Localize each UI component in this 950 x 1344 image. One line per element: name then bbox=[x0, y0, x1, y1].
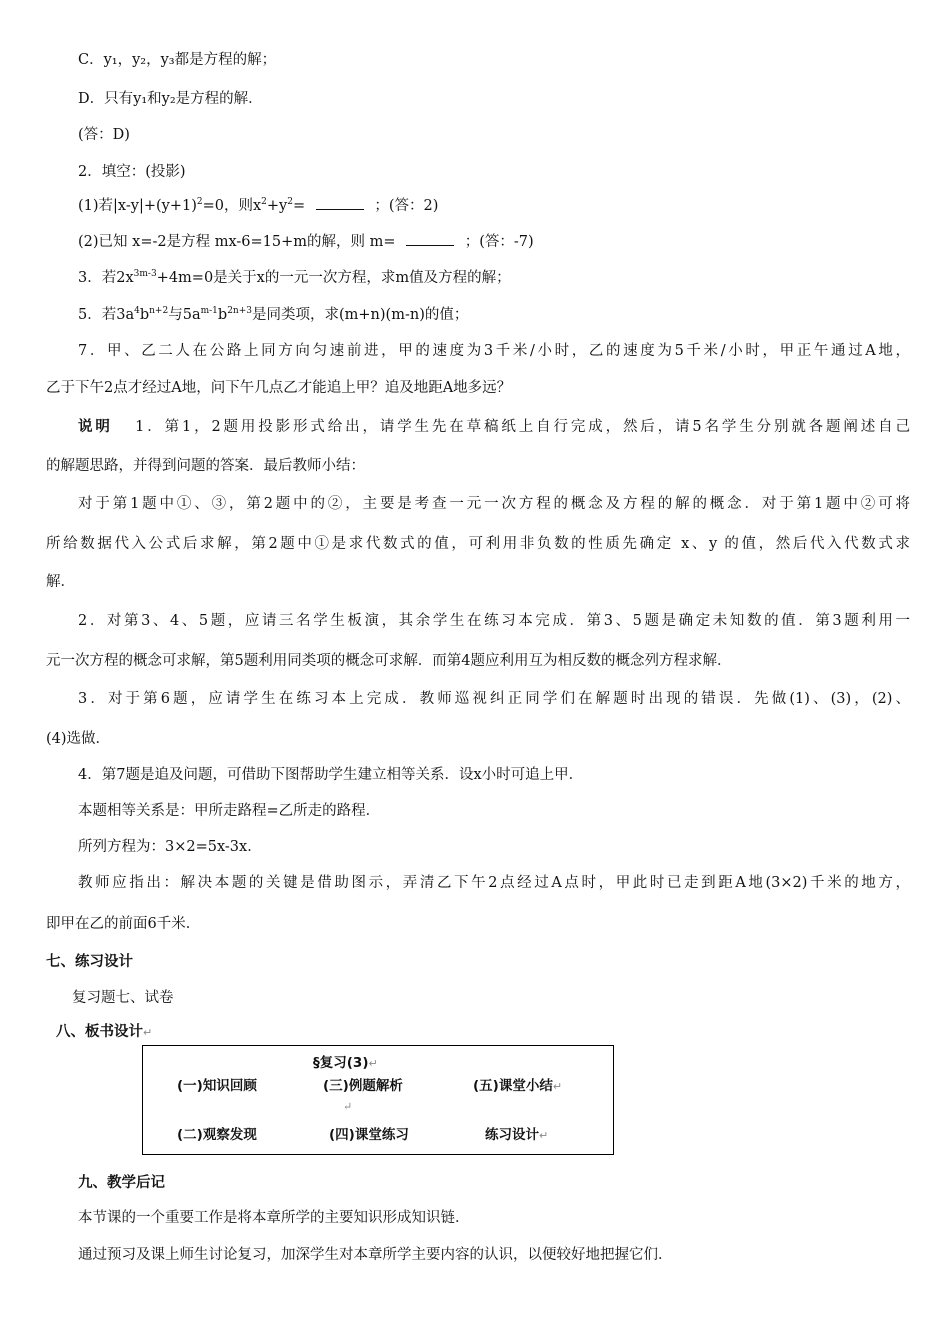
board-item-4: (四)课堂练习 bbox=[329, 1127, 409, 1143]
section-8-title: 八、板书设计↵ bbox=[56, 1024, 153, 1040]
section-9-title: 九、教学后记 bbox=[78, 1175, 165, 1191]
blackboard-design-box bbox=[142, 1045, 614, 1155]
paragraph-1-line-1: 对于第1题中①、③，第2题中的②，主要是考查一元一次方程的概念及方程的解的概念．对于第1题中②可将 bbox=[78, 496, 910, 512]
paragraph-1-line-3: 解． bbox=[46, 574, 75, 590]
option-d: D．只有y₁和y₂是方程的解． bbox=[78, 91, 263, 107]
paragraph-4-line-2: 本题相等关系是：甲所走路程=乙所走的路程． bbox=[78, 803, 381, 819]
section-7-title: 七、练习设计 bbox=[46, 954, 133, 970]
board-item-3: (三)例题解析 bbox=[323, 1078, 403, 1094]
board-title: §复习(3)↵ bbox=[313, 1055, 378, 1071]
question-2-heading: 2．填空：(投影) bbox=[78, 164, 186, 180]
board-item-1: (一)知识回顾 bbox=[177, 1078, 257, 1094]
paragraph-1-line-2: 所给数据代入公式后求解，第2题中①是求代数式的值，可利用非负数的性质先确定 x、y 的值，然后代入代数式求 bbox=[46, 536, 910, 552]
answer-d: (答：D) bbox=[78, 127, 130, 143]
note-label: 说明 bbox=[78, 419, 113, 435]
section-7-body: 复习题七、试卷 bbox=[72, 990, 174, 1006]
note-line-2: 的解题思路，并得到问题的答案．最后教师小结： bbox=[46, 458, 365, 474]
section-9-line-2: 通过预习及课上师生讨论复习，加深学生对本章所学主要内容的认识，以便较好地把握它们． bbox=[78, 1247, 673, 1263]
board-item-5: (五)课堂小结↵ bbox=[473, 1078, 563, 1094]
answer-blank[interactable] bbox=[316, 209, 364, 210]
note-line-1: 说明 1．第1，2题用投影形式给出，请学生先在草稿纸上自行完成，然后，请5名学生分别就各题阐述自己 bbox=[78, 419, 911, 435]
board-blank-line-mark: ↵ bbox=[343, 1100, 353, 1113]
question-7-line-1: 7．甲、乙二人在公路上同方向匀速前进，甲的速度为3千米/小时，乙的速度为5千米/小时，甲正午通过A地， bbox=[78, 343, 910, 359]
question-2-2: (2)已知 x=-2是方程 mx-6=15+m的解，则 m= ；(答：-7) bbox=[78, 234, 534, 250]
paragraph-3-line-1: 3．对于第6题，应请学生在练习本上完成．教师巡视纠正同学们在解题时出现的错误．先做(1)、(3)，(2)、 bbox=[78, 691, 910, 707]
question-2-1: (1)若$|x-y|+(y+1)^2=0$，则$x^2+y^2=$ ；(答：2) bbox=[78, 197, 439, 214]
paragraph-2-line-2: 元一次方程的概念可求解，第5题利用同类项的概念可求解．而第4题应利用互为相反数的概念列方程求解． bbox=[46, 653, 732, 669]
option-c: C．y₁，y₂，y₃都是方程的解； bbox=[78, 52, 277, 68]
paragraph-4-line-1: 4．第7题是追及问题，可借助下图帮助学生建立相等关系．设x小时可追上甲． bbox=[78, 767, 584, 783]
board-item-6: 练习设计↵ bbox=[485, 1127, 549, 1143]
answer-blank[interactable] bbox=[406, 245, 454, 246]
paragraph-2-line-1: 2．对第3、4、5题，应请三名学生板演，其余学生在练习本完成．第3、5题是确定未知数的值．第3题利用一 bbox=[78, 613, 910, 629]
board-item-2: (二)观察发现 bbox=[177, 1127, 257, 1143]
paragraph-4-line-4: 教师应指出：解决本题的关键是借助图示，弄清乙下午2点经过A点时，甲此时已走到距A地(3×2)千米的地方， bbox=[78, 875, 910, 891]
paragraph-4-line-5: 即甲在乙的前面6千米． bbox=[46, 916, 201, 932]
paragraph-3-line-2: (4)选做． bbox=[46, 731, 111, 747]
paragraph-4-line-3: 所列方程为：3×2=5x-3x． bbox=[78, 839, 262, 855]
question-3: 3．若$2x^{3m-3}+4m=0$是关于x的一元一次方程，求m值及方程的解； bbox=[78, 269, 511, 286]
section-9-line-1: 本节课的一个重要工作是将本章所学的主要知识形成知识链． bbox=[78, 1210, 470, 1226]
question-7-line-2: 乙于下午2点才经过A地，问下午几点乙才能追上甲？追及地距A地多远？ bbox=[46, 380, 512, 396]
question-5: 5．若$3a^4b^{n+2}$与$5a^{m-1}b^{2n+3}$是同类项，求(m+n)(m-n)的值； bbox=[78, 306, 469, 323]
